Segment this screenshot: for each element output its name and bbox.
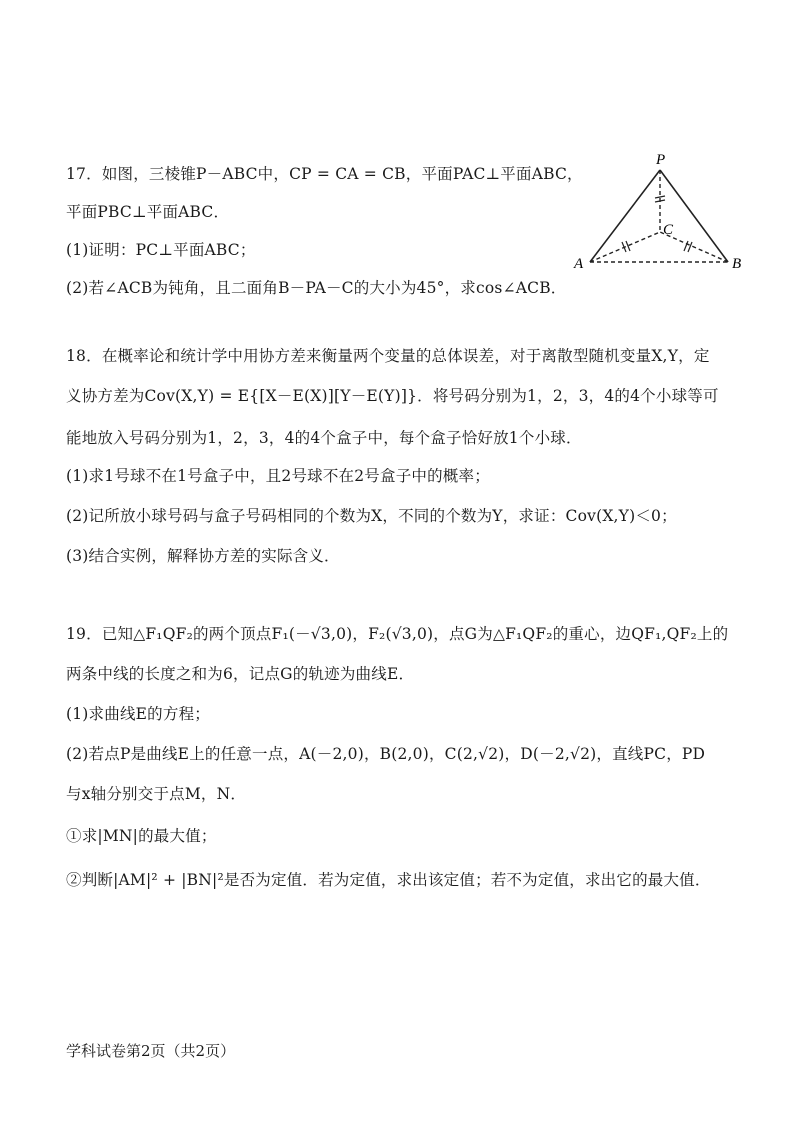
problem-18-line-3: 能地放入号码分别为1，2，3，4的4个盒子中，每个盒子恰好放1个小球． — [66, 429, 582, 447]
tick-pc-1 — [655, 196, 665, 198]
problem-19-line-1: 19．已知△F₁QF₂的两个顶点F₁(－√3,0)，F₂(√3,0)，点G为△F₁QF₂的重心，边QF₁,QF₂上的 — [66, 625, 729, 643]
problem-19-sub-2: ②判断|AM|² + |BN|²是否为定值．若为定值，求出该定值；若不为定值，求出它的最大值． — [66, 871, 711, 889]
problem-19-part-2-line-1: (2)若点P是曲线E上的任意一点，A(－2,0)，B(2,0)，C(2,√2)，D(－2,√2)，直线PC，PD — [66, 745, 706, 763]
tick-ca-2 — [626, 241, 630, 251]
problem-18-part-3: (3)结合实例，解释协方差的实际含义． — [66, 547, 340, 565]
problem-19-line-2: 两条中线的长度之和为6，记点G的轨迹为曲线E． — [66, 665, 415, 683]
tetrahedron-figure — [570, 150, 750, 275]
problem-17-part-2: (2)若∠ACB为钝角，且二面角B－PA－C的大小为45°，求cos∠ACB． — [66, 279, 567, 297]
problem-18-part-1: (1)求1号球不在1号盒子中，且2号球不在2号盒子中的概率； — [66, 467, 490, 485]
problem-17-line-1: 17．如图，三棱锥P－ABC中，CP = CA = CB，平面PAC⊥平面ABC， — [66, 165, 583, 183]
vertex-label-p: P — [656, 152, 666, 168]
problem-17-line-2: 平面PBC⊥平面ABC． — [66, 203, 230, 221]
edge-pb — [660, 170, 728, 262]
problem-18-line-1: 18．在概率论和统计学中用协方差来衡量两个变量的总体误差，对于离散型随机变量X,Y，定 — [66, 347, 710, 365]
problem-19-part-1: (1)求曲线E的方程； — [66, 705, 210, 723]
vertex-label-c: C — [663, 222, 674, 238]
problem-18-line-2: 义协方差为Cov(X,Y) = E{[X－E(X)][Y－E(Y)]}．将号码分别为1，2，3，4的4个小球等可 — [66, 387, 719, 405]
problem-18-part-2: (2)记所放小球号码与盒子号码相同的个数为X，不同的个数为Y，求证：Cov(X,Y)＜0； — [66, 507, 677, 525]
tick-cb-1 — [684, 241, 688, 251]
page-footer: 学科试卷第2页（共2页） — [66, 1042, 236, 1060]
vertex-label-b: B — [732, 256, 742, 272]
tick-cb-2 — [688, 242, 692, 252]
problem-19-sub-1: ①求|MN|的最大值； — [66, 827, 217, 845]
problem-17-part-1: (1)证明：PC⊥平面ABC； — [66, 241, 256, 259]
problem-19-part-2-line-2: 与x轴分别交于点M，N． — [66, 785, 247, 803]
vertex-label-a: A — [574, 256, 584, 272]
